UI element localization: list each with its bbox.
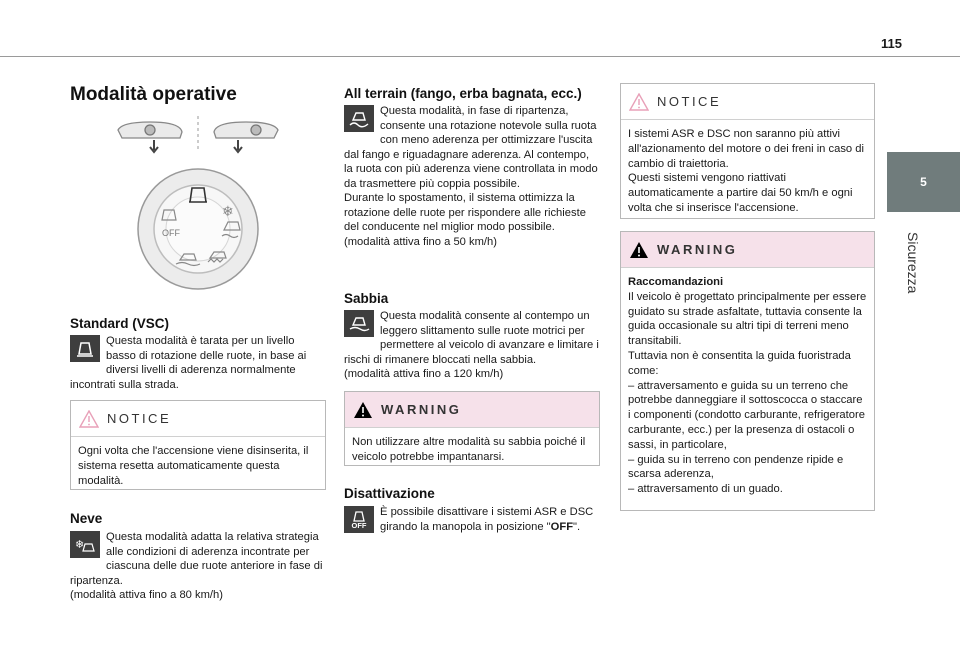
- page-number: 115: [881, 36, 902, 51]
- warning-box-2: [620, 231, 875, 511]
- disattivazione-paragraph: OFF È possibile disattivare i sistemi ASR e DSC girando la manopola in posizione "OFF".: [344, 505, 600, 535]
- notice-triangle-icon: [79, 410, 99, 428]
- warning-subheading: Raccomandazioni: [628, 276, 724, 288]
- warning-box-1: [344, 391, 600, 466]
- notice-box-2: [620, 83, 875, 219]
- snow-mode-icon: [70, 531, 100, 558]
- warning-header: WARNING: [621, 232, 874, 268]
- warning-text: Raccomandazioni Il veicolo è progettato principalmente per essere guidato su strade asfaltate, tuttavia consente la guida occasionale su altri tipi di terreni meno transitabili. Tuttavia non è consentita la guida fuoristrada come: – attraversamento e guida su un terreno che potrebbe danneggiare il sottoscocca o staccare i componenti (condotto carburante, refrigeratore carburante, ecc.) per la presenza di ostacoli o sassi, in particolare, – guida su in terreno con pendenze ripide e scarsa aderenza, – attraversamento di un guado.: [628, 276, 867, 496]
- allterrain-heading: All terrain (fango, erba bagnata, ecc.): [344, 86, 582, 101]
- notice-box-1: [70, 400, 326, 490]
- terrain-dial-illustration: [110, 112, 286, 296]
- chapter-label: Sicurezza: [905, 232, 921, 294]
- sand-mode-icon: [344, 310, 374, 337]
- disattivazione-heading: Disattivazione: [344, 486, 435, 501]
- allterrain-mode-icon: [344, 105, 374, 132]
- neve-paragraph: ❄ Questa modalità adatta la relativa strategia alle condizioni di aderenza incontrate per ciascuna delle due ruote anteriore in fase di ripartenza. (modalità attiva fino a 80 km/h): [70, 531, 323, 601]
- standard-mode-icon: [70, 335, 100, 362]
- snow-mode-icon: ❄: [222, 204, 234, 220]
- mirror-right-icon: [214, 122, 278, 152]
- sabbia-heading: Sabbia: [344, 291, 389, 306]
- dial-off-label: OFF: [162, 228, 180, 238]
- sabbia-paragraph: Questa modalità consente al contempo un leggero slittamento sulle ruote motrici per permettere al veicolo di avanzare e limitare i rischi di rimanere bloccati nella sabbia. (modalità attiva fino a 120 km/h): [344, 310, 599, 380]
- notice-text: I sistemi ASR e DSC non saranno più attivi all'azionamento del motore o dei freni in caso di cambio di traiettoria. Questi sistemi vengono riattivati automaticamente a partire dai 50 km/h e ogni volta che si inserisce l'accensione.: [628, 128, 864, 214]
- allterrain-paragraph: Questa modalità, in fase di ripartenza, consente una rotazione notevole sulla ruota con meno aderenza per ottimizzare l'uscita dal fango e riguadagnare aderenza. Al contempo, la ruota con più aderenza viene controllata in modo da trasmettere più coppia possibile. Durante lo spostamento, il sistema ottimizza la rotazione delle ruote per rispondere alle richieste del conducente nel miglior modo possibile. (modalità attiva fino a 50 km/h): [344, 105, 598, 248]
- mirror-left-icon: [118, 122, 182, 152]
- standard-heading: Standard (VSC): [70, 316, 170, 331]
- header-rule: [0, 56, 960, 57]
- neve-heading: Neve: [70, 511, 103, 526]
- warning-text: Non utilizzare altre modalità su sabbia poiché il veicolo potrebbe impantanarsi.: [352, 436, 586, 463]
- notice-text: Ogni volta che l'accensione viene disinserita, il sistema resetta automaticamente questa modalità.: [78, 445, 309, 487]
- standard-paragraph: Questa modalità è tarata per un livello basso di rotazione delle ruote, in base ai diversi livelli di aderenza normalmente incontrati sulla strada.: [70, 335, 307, 391]
- notice-header: NOTICE: [621, 84, 874, 120]
- warning-triangle-icon: [353, 401, 373, 419]
- svg-text:❄: ❄: [75, 537, 85, 551]
- esc-off-icon: OFF: [344, 506, 374, 533]
- warning-header: WARNING: [345, 392, 599, 428]
- notice-header: NOTICE: [71, 401, 325, 437]
- notice-triangle-icon: [629, 93, 649, 111]
- warning-triangle-icon: [629, 241, 649, 259]
- chapter-tab[interactable]: 5: [887, 152, 960, 212]
- page-title: Modalità operative: [70, 84, 237, 105]
